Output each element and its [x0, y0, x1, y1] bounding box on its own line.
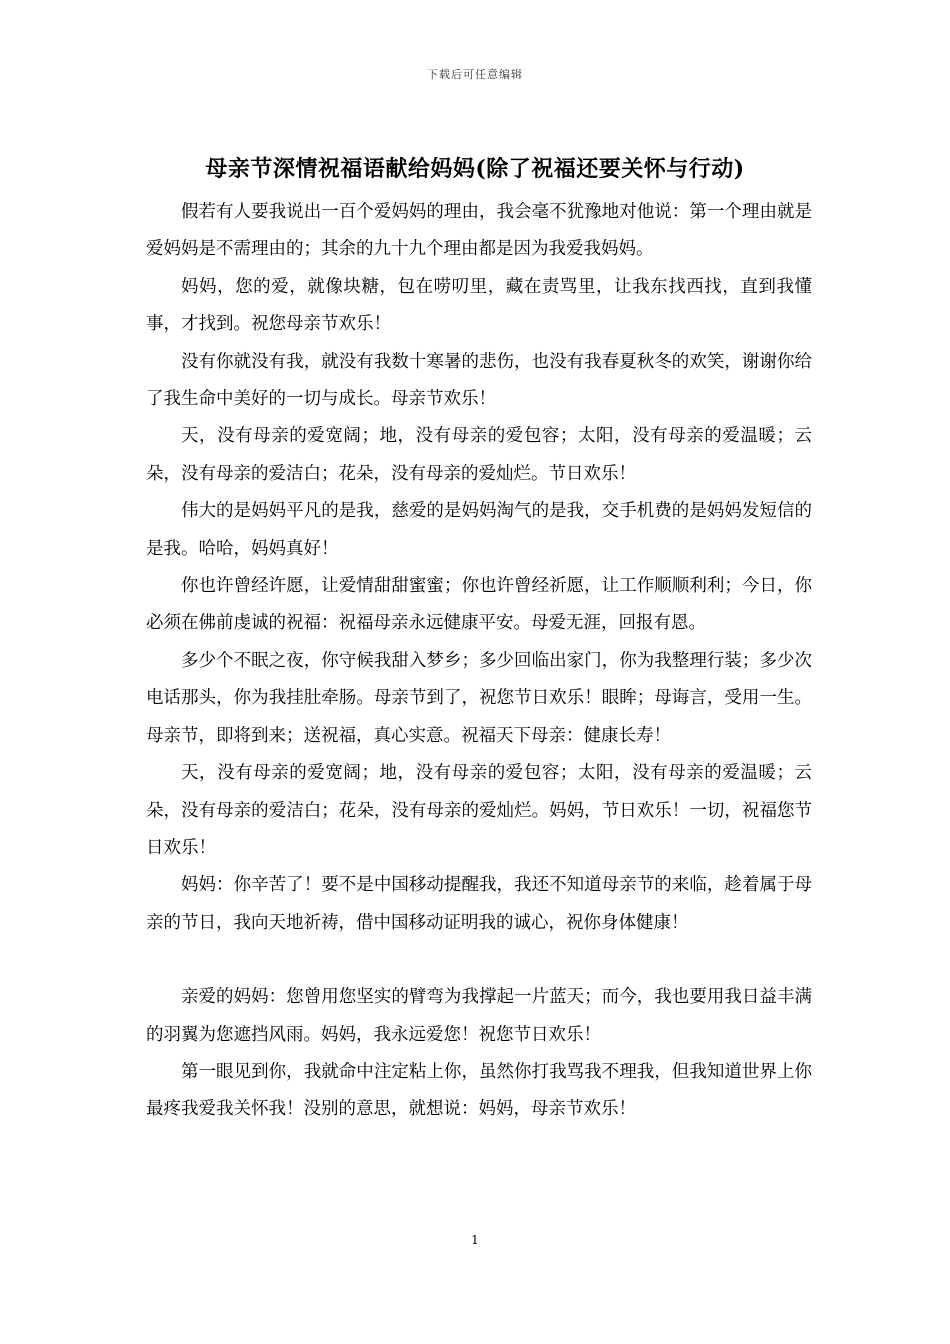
paragraph-4: 天，没有母亲的爱宽阔；地，没有母亲的爱包容；太阳，没有母亲的爱温暖；云朵，没有母亲的爱洁白；花朵，没有母亲的爱灿烂。节日欢乐！ [146, 426, 812, 484]
paragraph-1: 假若有人要我说出一百个爱妈妈的理由，我会毫不犹豫地对他说：第一个理由就是爱妈妈是不需理由的；其余的九十九个理由都是因为我爱我妈妈。 [146, 202, 812, 260]
document-body [146, 194, 812, 1129]
paragraph-11: 第一眼见到你，我就命中注定粘上你，虽然你打我骂我不理我，但我知道世界上你最疼我爱我关怀我！没别的意思，就想说：妈妈，母亲节欢乐！ [146, 1061, 812, 1120]
paragraph-7: 多少个不眠之夜，你守候我甜入梦乡；多少回临出家门，你为我整理行装；多少次电话那头，你为我挂肚牵肠。母亲节到了，祝您节日欢乐！眼眸；母诲言，受用一生。母亲节，即将到来；送祝福，真心实意。祝福天下母亲：健康长寿！ [146, 650, 812, 746]
paragraph-2: 妈妈，您的爱，就像块糖，包在唠叨里，藏在责骂里，让我东找西找，直到我懂事，才找到。祝您母亲节欢乐！ [146, 276, 812, 335]
paragraph-9: 妈妈：你辛苦了！要不是中国移动提醒我，我还不知道母亲节的来临，趁着属于母亲的节日，我向天地祈祷，借中国移动证明我的诚心，祝你身体健康！ [146, 875, 812, 933]
paragraph-6: 你也许曾经许愿，让爱情甜甜蜜蜜；你也许曾经祈愿，让工作顺顺利利；今日，你必须在佛前虔诚的祝福：祝福母亲永远健康平安。母爱无涯，回报有恩。 [146, 576, 812, 634]
page-header-note: 下载后可任意编辑 [427, 68, 523, 81]
paragraph-10: 亲爱的妈妈：您曾用您坚实的臂弯为我撑起一片蓝天；而今，我也要用我日益丰满的羽翼为您遮挡风雨。妈妈，我永远爱您！祝您节日欢乐！ [146, 987, 812, 1045]
paragraph-3: 没有你就没有我，就没有我数十寒暑的悲伤，也没有我春夏秋冬的欢笑，谢谢你给了我生命中美好的一切与成长。母亲节欢乐！ [146, 351, 812, 410]
page-number: 1 [471, 1233, 479, 1247]
document-title: 母亲节深情祝福语献给妈妈(除了祝福还要关怀与行动) [205, 156, 745, 182]
paragraph-5: 伟大的是妈妈平凡的是我，慈爱的是妈妈淘气的是我，交手机费的是妈妈发短信的是我。哈哈，妈妈真好！ [146, 501, 812, 559]
paragraph-8: 天，没有母亲的爱宽阔；地，没有母亲的爱包容；太阳，没有母亲的爱温暖；云朵，没有母亲的爱洁白；花朵，没有母亲的爱灿烂。妈妈，节日欢乐！一切，祝福您节日欢乐！ [146, 763, 812, 858]
